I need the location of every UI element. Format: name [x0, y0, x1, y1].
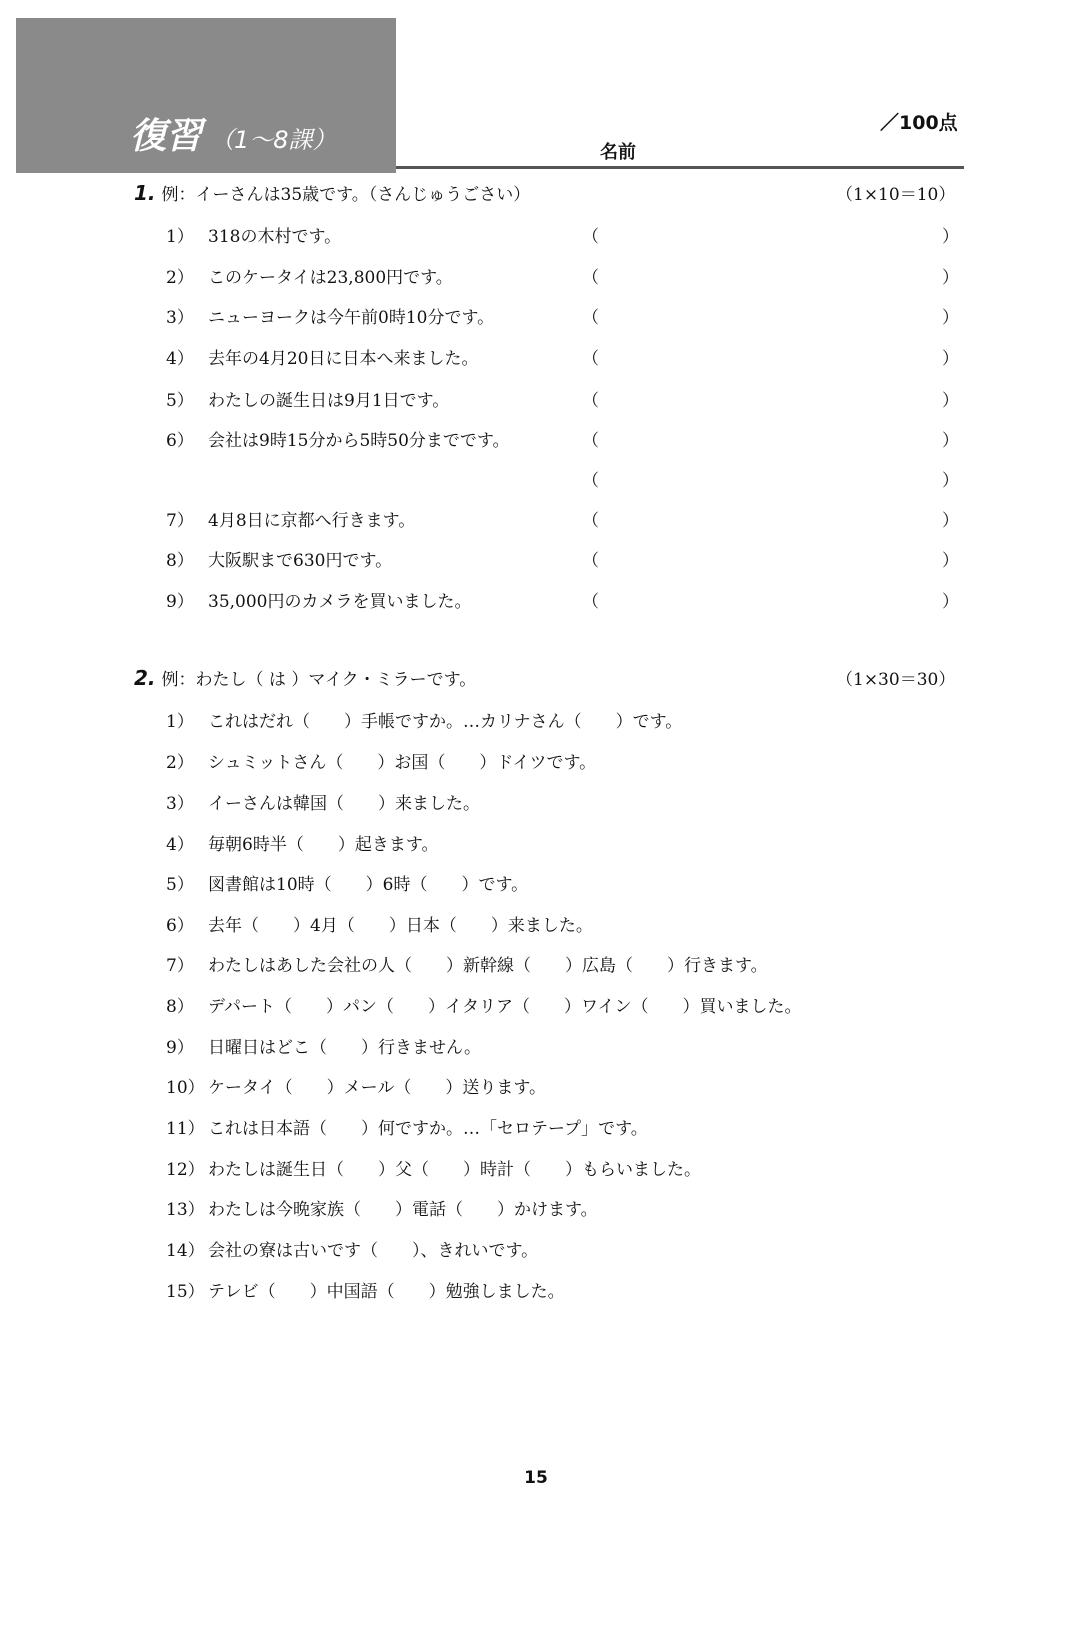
- item-number: 10）: [166, 1078, 205, 1098]
- name-label: 名前: [600, 142, 636, 163]
- section2-item: [166, 1073, 546, 1103]
- section1-item: [166, 506, 415, 536]
- section2-number: 2.: [134, 666, 156, 690]
- item-text: わたしは今晩家族（ ）電話（ ）かけます。: [208, 1200, 598, 1220]
- item-number: 2）: [166, 753, 194, 773]
- score-label: ／100点: [880, 112, 958, 134]
- item-number: 5）: [166, 875, 194, 895]
- section1-item: [166, 303, 494, 333]
- section1-item: [166, 426, 510, 456]
- item-text: 日曜日はどこ（ ）行きません。: [208, 1038, 482, 1058]
- item-text: このケータイは23,800円です。: [208, 268, 453, 288]
- item-number: 4）: [166, 835, 194, 855]
- item-text: 会社の寮は古いです（ ）、きれいです。: [208, 1241, 539, 1261]
- section1-example: 例：イーさんは35歳です。（さんじゅうごさい）: [161, 185, 531, 205]
- answer-open-paren: （: [582, 511, 599, 531]
- answer-close-paren: ）: [942, 471, 959, 491]
- section2-example: 例：わたし（ は ）マイク・ミラーです。: [161, 670, 477, 690]
- item-number: 3）: [166, 308, 194, 328]
- item-text: 大阪駅まで630円です。: [208, 551, 393, 571]
- section1-item: [166, 587, 471, 617]
- item-number: 9）: [166, 592, 194, 612]
- item-text: ケータイ（ ）メール（ ）送ります。: [208, 1078, 546, 1098]
- answer-close-paren: ）: [942, 551, 959, 571]
- answer-close-paren: ）: [942, 511, 959, 531]
- item-text: ニューヨークは今午前0時10分です。: [208, 308, 495, 328]
- section2-item: [166, 951, 768, 981]
- item-text: イーさんは韓国（ ）来ました。: [208, 794, 480, 814]
- section1-points: （1×10＝10）: [836, 185, 956, 205]
- section2-heading: [134, 665, 476, 695]
- section2-item: [166, 789, 480, 819]
- item-text: これはだれ（ ）手帳ですか。…カリナさん（ ）です。: [208, 712, 683, 732]
- page-number: 15: [524, 1468, 548, 1488]
- item-text: 35,000円のカメラを買いました。: [208, 592, 472, 612]
- section1-heading: [134, 180, 530, 210]
- section1-item: [166, 344, 478, 374]
- section1-item: [166, 263, 453, 293]
- answer-close-paren: ）: [942, 391, 959, 411]
- item-text: 318の木村です。: [208, 227, 342, 247]
- answer-close-paren: ）: [942, 431, 959, 451]
- answer-open-paren: （: [582, 391, 599, 411]
- item-text: 4月8日に京都へ行きます。: [208, 511, 416, 531]
- item-text: シュミットさん（ ）お国（ ）ドイツです。: [208, 753, 597, 773]
- item-number: 1）: [166, 227, 194, 247]
- item-number: 5）: [166, 391, 194, 411]
- item-text: 図書館は10時（ ）6時（ ）です。: [208, 875, 529, 895]
- item-text: わたしの誕生日は9月1日です。: [208, 391, 450, 411]
- item-text: わたしはあした会社の人（ ）新幹線（ ）広島（ ）行きます。: [208, 956, 768, 976]
- title-main: 復習: [130, 116, 203, 157]
- item-number: 11）: [166, 1119, 205, 1139]
- item-number: 15）: [166, 1282, 205, 1302]
- header-rule: [396, 166, 964, 169]
- section2-item: [166, 1236, 538, 1266]
- section2-points: （1×30＝30）: [836, 670, 956, 690]
- section2-item: [166, 1195, 598, 1225]
- answer-close-paren: ）: [942, 268, 959, 288]
- answer-open-paren: （: [582, 349, 599, 369]
- answer-open-paren: （: [582, 268, 599, 288]
- item-text: これは日本語（ ）何ですか。…「セロテープ」です。: [208, 1119, 648, 1139]
- item-number: 3）: [166, 794, 194, 814]
- section2-item: [166, 830, 438, 860]
- section2-item: [166, 911, 593, 941]
- item-number: 6）: [166, 431, 194, 451]
- section1-item: [166, 222, 341, 252]
- item-text: 去年（ ）4月（ ）日本（ ）来ました。: [208, 916, 593, 936]
- section2-item: [166, 707, 682, 737]
- section1-item: [166, 546, 392, 576]
- item-text: 去年の4月20日に日本へ来ました。: [208, 349, 479, 369]
- answer-open-paren: （: [582, 431, 599, 451]
- item-text: わたしは誕生日（ ）父（ ）時計（ ）もらいました。: [208, 1160, 701, 1180]
- item-number: 13）: [166, 1200, 205, 1220]
- answer-close-paren: ）: [942, 308, 959, 328]
- section2-item: [166, 992, 801, 1022]
- item-text: 会社は9時15分から5時50分までです。: [208, 431, 510, 451]
- section1-number: 1.: [134, 181, 156, 205]
- answer-open-paren: （: [582, 551, 599, 571]
- answer-open-paren: （: [582, 592, 599, 612]
- answer-open-paren: （: [582, 471, 599, 491]
- answer-close-paren: ）: [942, 592, 959, 612]
- answer-close-paren: ）: [942, 227, 959, 247]
- title-subtitle: （1～8課）: [210, 126, 337, 154]
- item-number: 9）: [166, 1038, 194, 1058]
- item-text: テレビ（ ）中国語（ ）勉強しました。: [208, 1282, 565, 1302]
- item-number: 7）: [166, 511, 194, 531]
- answer-close-paren: ）: [942, 349, 959, 369]
- item-number: 2）: [166, 268, 194, 288]
- section2-item: [166, 1033, 481, 1063]
- section2-item: [166, 1114, 648, 1144]
- item-number: 6）: [166, 916, 194, 936]
- item-number: 1）: [166, 712, 194, 732]
- section2-item: [166, 1155, 701, 1185]
- section2-item: [166, 870, 528, 900]
- item-text: デパート（ ）パン（ ）イタリア（ ）ワイン（ ）買いました。: [208, 997, 802, 1017]
- item-number: 12）: [166, 1160, 205, 1180]
- section2-item: [166, 1277, 565, 1307]
- page-title: [130, 108, 337, 159]
- item-number: 8）: [166, 551, 194, 571]
- item-text: 毎朝6時半（ ）起きます。: [208, 835, 439, 855]
- item-number: 4）: [166, 349, 194, 369]
- section2-item: [166, 748, 596, 778]
- section1-item: [166, 386, 449, 416]
- item-number: 7）: [166, 956, 194, 976]
- item-number: 14）: [166, 1241, 205, 1261]
- answer-open-paren: （: [582, 308, 599, 328]
- answer-open-paren: （: [582, 227, 599, 247]
- item-number: 8）: [166, 997, 194, 1017]
